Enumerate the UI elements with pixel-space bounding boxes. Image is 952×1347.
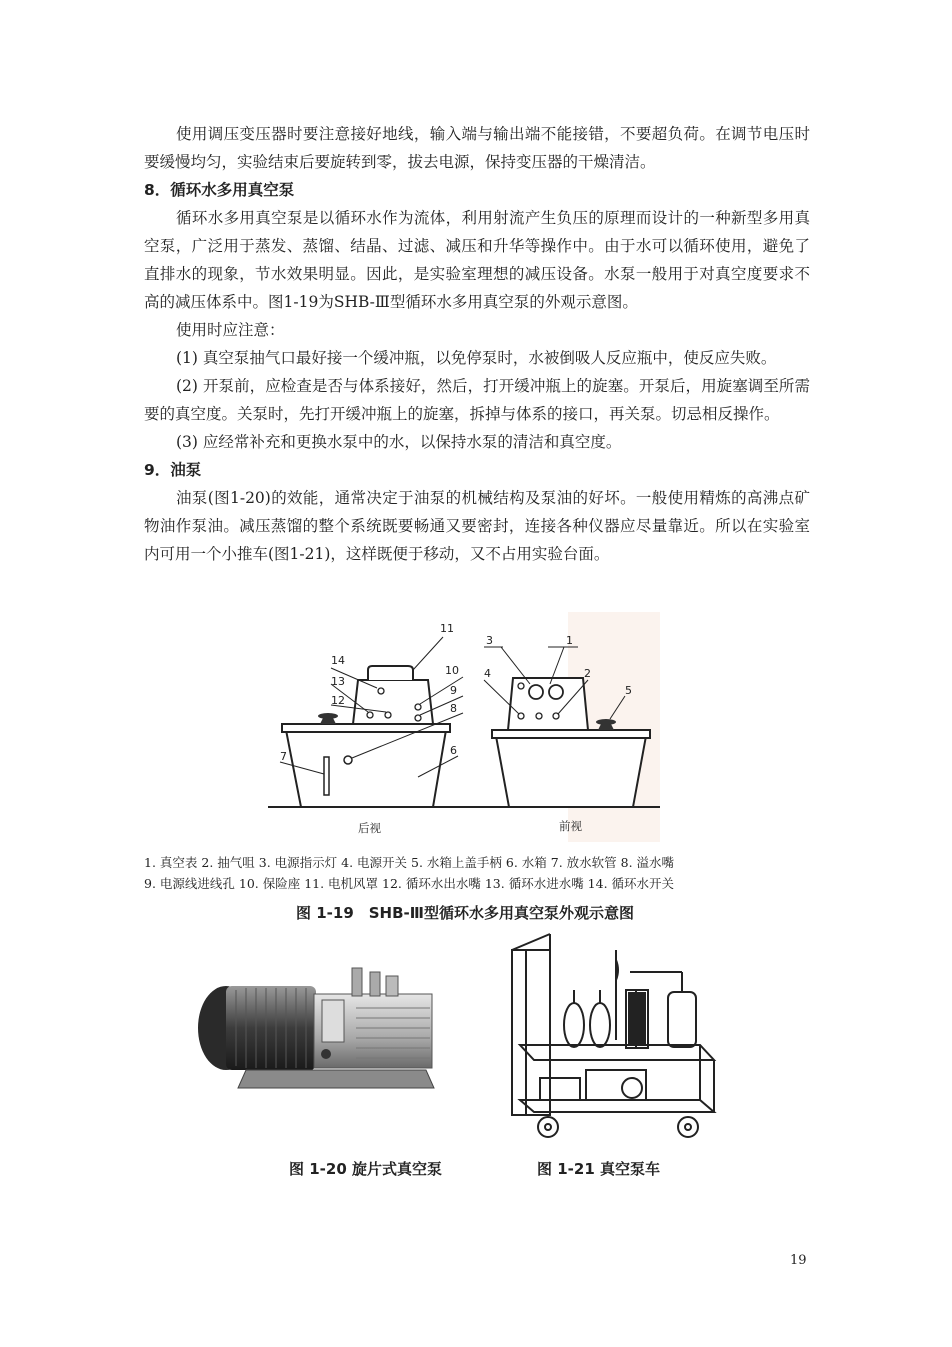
trap-flask-2: [590, 1003, 610, 1047]
note-item-3: (3) 应经常补充和更换水泵中的水，以保持水泵的清洁和真空度。: [176, 433, 622, 451]
back-water-tank: [286, 730, 446, 807]
figure-1-21-vacuum-cart: [500, 930, 725, 1140]
paragraph-oil-pump: 油泵(图1-20)的效能，通常决定于油泵的机械结构及泵油的好坏。一般使用精炼的高沸点矿物油作泵油。减压蒸馏的整个系统既要畅通又要密封，连接各种仪器应尽量靠近。所以在实验室内可用一个小推车(图1-21)，这样既便于移动，又不占用实验台面。: [144, 489, 810, 563]
vacuum-gauge-1: [529, 685, 543, 699]
figure-1-19-drawing: [268, 612, 660, 844]
front-tank-lid: [492, 730, 650, 738]
label-11: 11: [440, 622, 454, 635]
label-10: 10: [445, 664, 459, 677]
pump-schematic-svg: [268, 612, 660, 844]
figure-1-20-caption: 图 1-20 旋片式真空泵: [289, 1160, 442, 1178]
manometer-mercury: [628, 992, 646, 1044]
paragraph-usage-notes: 使用时应注意：: [176, 321, 285, 339]
figure-1-20-rotary-vane-pump: [186, 958, 454, 1098]
heading-oil-pump: 9．油泵: [144, 461, 202, 479]
pump-nameplate: [322, 1000, 344, 1042]
legend-line-1: 1. 真空表 2. 抽气咀 3. 电源指示灯 4. 电源开关 5. 水箱上盖手柄 6. 水箱 7. 放水软管 8. 溢水嘴: [144, 855, 675, 870]
text-block-upper: [144, 120, 810, 568]
figure-1-21-caption: 图 1-21 真空泵车: [537, 1160, 660, 1178]
vacuum-gauge-2: [549, 685, 563, 699]
exhaust-port: [352, 968, 362, 996]
paragraph-transformer-usage: 使用调压变压器时要注意接好地线，输入端与输出端不能接错，不要超负荷。在调节电压时要缓慢均匀，实验结束后要旋转到零，拔去电源，保持变压器的干燥清洁。: [144, 125, 810, 171]
page-number: 19: [790, 1253, 807, 1268]
cart-wheel-2: [678, 1117, 698, 1137]
label-9: 9: [450, 684, 457, 697]
trap-flask-1: [564, 1003, 584, 1047]
note-item-2: (2) 开泵前，应检查是否与体系接好，然后，打开缓冲瓶上的旋塞。开泵后，用旋塞调至所需要的真空度。关泵时，先打开缓冲瓶上的旋塞，拆掉与体系的接口，再关泵。切忌相反操作。: [144, 377, 810, 423]
heading-circulating-water-pump: 8．循环水多用真空泵: [144, 181, 295, 199]
label-3: 3: [486, 634, 493, 647]
label-1: 1: [566, 634, 573, 647]
drain-hose: [324, 757, 329, 795]
fan-cover: [368, 666, 413, 680]
label-2: 2: [584, 667, 591, 680]
lid-knob-front: [596, 719, 616, 725]
rotary-pump-illustration: [186, 958, 454, 1098]
figure-1-19-caption: 图 1-19 SHB-Ⅲ型循环水多用真空泵外观示意图: [296, 904, 634, 922]
view-label-back: 后视: [358, 821, 381, 835]
back-view-pump: [280, 637, 463, 807]
figure-1-19-legend: [144, 852, 824, 894]
vacuum-cart-illustration: [500, 930, 725, 1140]
label-8: 8: [450, 702, 457, 715]
cart-left-frame: [512, 950, 550, 1115]
paragraph-water-pump-description: 循环水多用真空泵是以循环水作为流体，利用射流产生负压的原理而设计的一种新型多用真空泵，广泛用于蒸发、蒸馏、结晶、过滤、减压和升华等操作中。由于水可以循环使用，避免了直排水的现象，节水效果明显。因此，是实验室理想的减压设备。水泵一般用于对真空度要求不高的减压体系中。图1-19为SHB-Ⅲ型循环水多用真空泵的外观示意图。: [144, 209, 810, 311]
label-7: 7: [280, 750, 287, 763]
power-inlet-hole: [344, 756, 352, 764]
legend-line-2: 9. 电源线进线孔 10. 保险座 11. 电机风罩 12. 循环水出水嘴 13. 循环水进水嘴 14. 循环水开关: [144, 876, 675, 891]
label-13: 13: [331, 675, 345, 688]
intake-port-1: [370, 972, 380, 996]
view-label-front: 前视: [559, 819, 582, 833]
label-12: 12: [331, 694, 345, 707]
cart-wheel-1: [538, 1117, 558, 1137]
lid-knob-back: [318, 713, 338, 719]
label-5: 5: [625, 684, 632, 697]
buffer-bottle: [668, 992, 696, 1047]
label-4: 4: [484, 667, 491, 680]
front-water-tank: [496, 736, 646, 807]
intake-port-2: [386, 976, 398, 996]
oil-sight-glass: [321, 1049, 331, 1059]
label-14: 14: [331, 654, 345, 667]
motor-body: [226, 986, 316, 1070]
pump-base: [238, 1070, 434, 1088]
label-6: 6: [450, 744, 457, 757]
note-item-1: (1) 真空泵抽气口最好接一个缓冲瓶，以免停泵时，水被倒吸人反应瓶中，使反应失败。: [176, 349, 777, 367]
cart-pump-motor: [540, 1078, 580, 1100]
